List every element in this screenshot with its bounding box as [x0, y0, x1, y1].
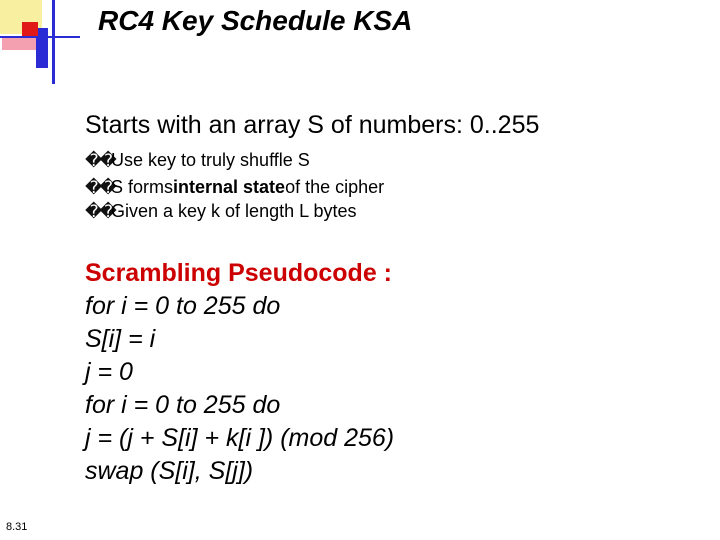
bullet-item — [85, 201, 356, 222]
pseudocode-heading: Scrambling Pseudocode : — [85, 259, 393, 287]
bullet-icon: �� — [85, 150, 114, 170]
bullet-item — [85, 150, 310, 171]
slide-title: RC4 Key Schedule KSA — [98, 5, 413, 36]
code-line: S[i] = i — [85, 325, 156, 353]
bullet-text: S forms — [111, 177, 174, 197]
bullet-emphasis: internal state — [173, 177, 286, 197]
code-line: for i = 0 to 255 do — [85, 292, 281, 320]
slide-number: 8.31 — [6, 521, 28, 533]
code-line: j = (j + S[i] + k[i ]) (mod 256) — [85, 424, 395, 452]
bullet-icon: �� — [85, 201, 114, 221]
bullet-text-tail: of the cipher — [285, 177, 385, 197]
bullet-item — [85, 177, 384, 198]
corner-logo — [0, 0, 80, 90]
bullet-text: Given a key k of length L bytes — [111, 201, 357, 221]
code-line: j = 0 — [85, 358, 133, 386]
pseudocode-block — [85, 257, 394, 488]
code-line: swap (S[i], S[j]) — [85, 457, 254, 485]
bullet-icon: �� — [85, 177, 114, 197]
lead-text: Starts with an array S of numbers: 0..255 — [85, 111, 540, 139]
code-line: for i = 0 to 255 do — [85, 391, 281, 419]
bullet-text: Use key to truly shuffle S — [111, 150, 310, 170]
